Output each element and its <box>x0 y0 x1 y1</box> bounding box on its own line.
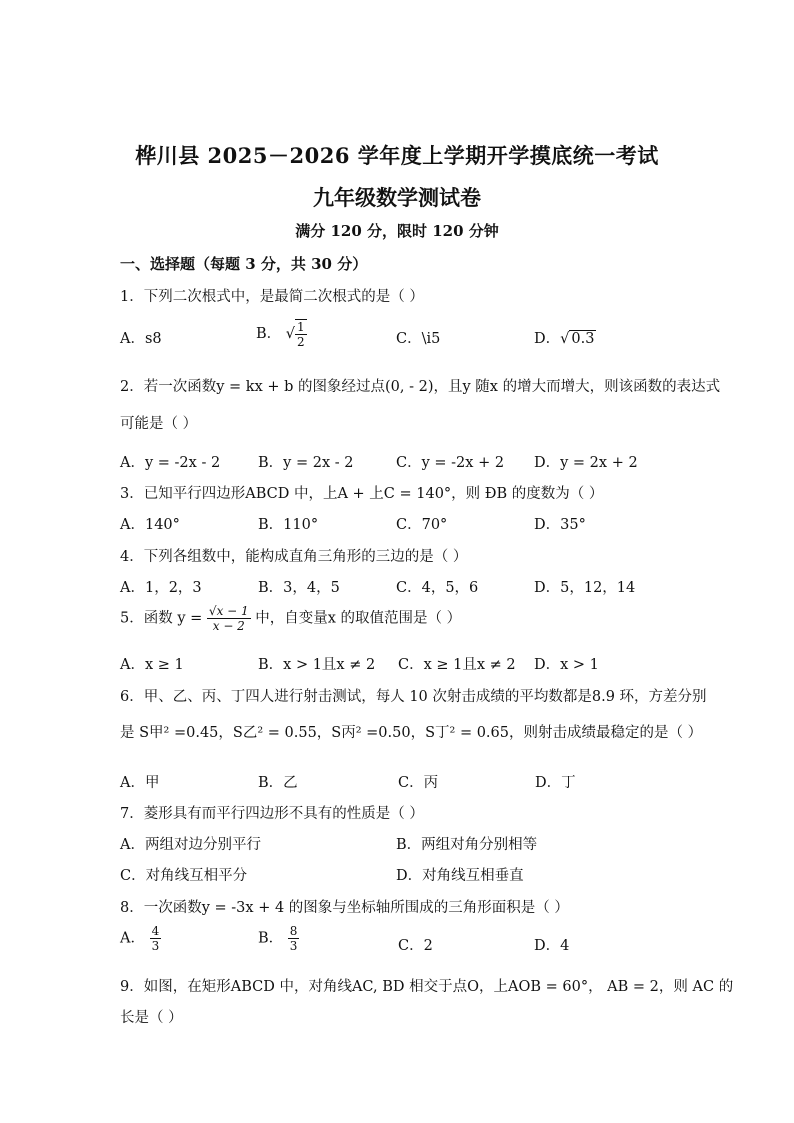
option-c: C．2 <box>398 938 433 954</box>
exam-score-time: 满分 120 分，限时 120 分钟 <box>295 222 499 240</box>
sqrt-symbol: √ $\frac{1}{2}$ <box>285 320 305 349</box>
option-b: B． $\frac{8}{3}$ <box>258 924 298 953</box>
option-d: D．y = 2x + 2 <box>534 455 638 471</box>
question-9-stem-line2: 长是（ ） <box>120 1010 183 1026</box>
option-b: B． √ $\frac{1}{2}$ <box>256 320 305 349</box>
question-6-stem-line1: 6．甲、乙、丙、丁四人进行射击测试，每人 10 次射击成绩的平均数都是8.9 环，方差分别 <box>120 689 707 705</box>
exam-subject-title: 九年级数学测试卷 <box>313 185 481 210</box>
option-d: D．35° <box>534 517 586 533</box>
option-b: B．x > 1且x ≠ 2 <box>258 657 376 673</box>
option-a: A．x ≥ 1 <box>120 657 184 673</box>
option-b: B．y = 2x - 2 <box>258 455 354 471</box>
question-4-stem: 4．下列各组数中，能构成直角三角形的三边的是（ ） <box>120 549 468 565</box>
function-fraction: $\frac{√x - 1}{x - 2}$ <box>208 604 249 633</box>
exam-title: 桦川县 2025－2026 学年度上学期开学摸底统一考试 <box>135 143 659 168</box>
option-a: A．甲 <box>120 775 160 791</box>
question-2-stem-line2: 可能是（ ） <box>120 416 198 432</box>
option-b: B．乙 <box>258 775 298 791</box>
question-8-stem: 8．一次函数y = -3x + 4 的图象与坐标轴所围成的三角形面积是（ ） <box>120 900 569 916</box>
option-d: D．x > 1 <box>534 657 599 673</box>
question-1-stem: 1．下列二次根式中，是最简二次根式的是（ ） <box>120 289 424 305</box>
option-c: C．4，5，6 <box>396 580 479 596</box>
question-2-stem-line1: 2．若一次函数y = kx + b 的图象经过点(0, - 2)，且y 随x 的增大而增大，则该函数的表达式 <box>120 379 721 395</box>
option-b: B．3，4，5 <box>258 580 340 596</box>
option-c: C．丙 <box>398 775 439 791</box>
option-c: C．70° <box>396 517 448 533</box>
option-b: B．110° <box>258 517 319 533</box>
option-b: B．两组对角分别相等 <box>396 837 538 853</box>
option-c: C．x ≥ 1且x ≠ 2 <box>398 657 516 673</box>
option-a: A．140° <box>120 517 180 533</box>
option-d: D．√ 0.3 <box>534 331 595 347</box>
question-5-stem: 5．函数 y = $\frac{√x - 1}{x - 2}$ 中，自变量x 的取值范围是（ ） <box>120 604 462 633</box>
option-a: A．1，2，3 <box>120 580 202 596</box>
option-d: D．5，12，14 <box>534 580 636 596</box>
section-heading: 一、选择题（每题 3 分，共 30 分） <box>120 255 368 273</box>
option-a: A．y = -2x - 2 <box>120 455 221 471</box>
option-c: C．\i5 <box>396 331 441 347</box>
question-6-stem-line2: 是 S甲² =0.45，S乙² = 0.55，S丙² =0.50，S丁² = 0.65，则射击成绩最稳定的是（ ） <box>120 725 703 741</box>
option-d: D．4 <box>534 938 570 954</box>
option-d: D．对角线互相垂直 <box>396 868 524 884</box>
option-d: D．丁 <box>535 775 576 791</box>
option-c: C．y = -2x + 2 <box>396 455 505 471</box>
question-3-stem: 3．已知平行四边形ABCD 中，上A + 上C = 140°，则 ÐB 的度数为（ ） <box>120 486 604 502</box>
option-a: A． $\frac{4}{3}$ <box>120 924 160 953</box>
question-9-stem-line1: 9．如图，在矩形ABCD 中，对角线AC, BD 相交于点O，上AOB = 60°， AB = 2，则 AC 的 <box>120 979 734 995</box>
option-a: A．两组对边分别平行 <box>120 837 261 853</box>
question-7-stem: 7．菱形具有而平行四边形不具有的性质是（ ） <box>120 806 424 822</box>
option-a: A．s8 <box>120 331 162 347</box>
option-c: C．对角线互相平分 <box>120 868 248 884</box>
